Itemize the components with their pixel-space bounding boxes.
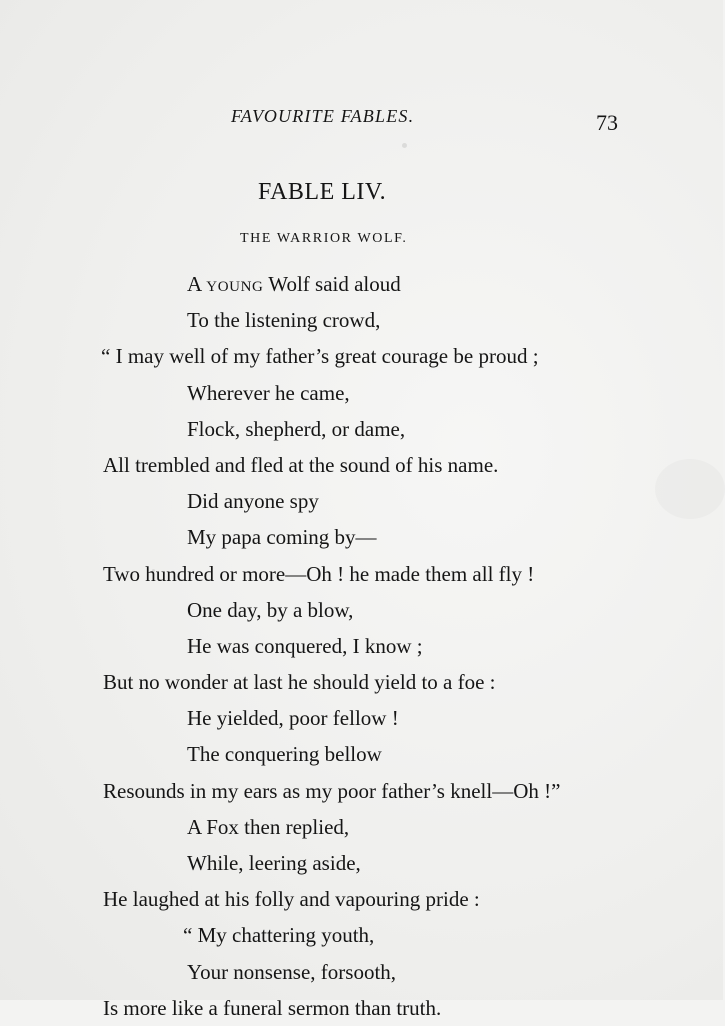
poem-line: He was conquered, I know ; [187, 633, 423, 658]
poem-line: He laughed at his folly and vapouring pride : [103, 887, 480, 912]
poem-line: The conquering bellow [187, 742, 382, 767]
poem-line: All trembled and fled at the sound of his name. [103, 452, 499, 477]
fable-number: FABLE LIV. [258, 179, 387, 205]
poem-line: To the listening crowd, [187, 308, 381, 333]
poem-line: Two hundred or more—Oh ! he made them all fly ! [103, 561, 535, 586]
poem-line: He yielded, poor fellow ! [187, 706, 399, 731]
paper-speck [402, 143, 407, 148]
fable-title: THE WARRIOR WOLF. [240, 231, 408, 246]
poem-line: Flock, shepherd, or dame, [187, 416, 406, 441]
poem-line: “ My chattering youth, [183, 923, 375, 948]
poem-line [0, 266, 723, 302]
poem [0, 266, 723, 1026]
poem-line: Is more like a funeral sermon than truth. [103, 995, 442, 1020]
poem-line: Did anyone spy [187, 489, 319, 514]
poem-line: Resounds in my ears as my poor father’s knell—Oh !” [103, 778, 561, 803]
running-head: FAVOURITE FABLES. [231, 106, 415, 126]
poem-line-lead: A [187, 272, 207, 296]
poem-line-smallcaps: young [206, 272, 264, 296]
poem-line: Your nonsense, forsooth, [187, 959, 397, 984]
poem-line: My papa coming by— [187, 525, 377, 550]
poem-line: One day, by a blow, [187, 597, 354, 622]
poem-line: “ I may well of my father’s great courage be proud ; [101, 344, 539, 369]
page-number: 73 [596, 110, 618, 135]
poem-line: Wherever he came, [187, 380, 350, 405]
poem-line: A Fox then replied, [187, 814, 350, 839]
poem-line: But no wonder at last he should yield to a foe : [103, 670, 496, 695]
poem-line-rest: Wolf said aloud [263, 272, 401, 296]
poem-line: While, leering aside, [187, 851, 361, 875]
